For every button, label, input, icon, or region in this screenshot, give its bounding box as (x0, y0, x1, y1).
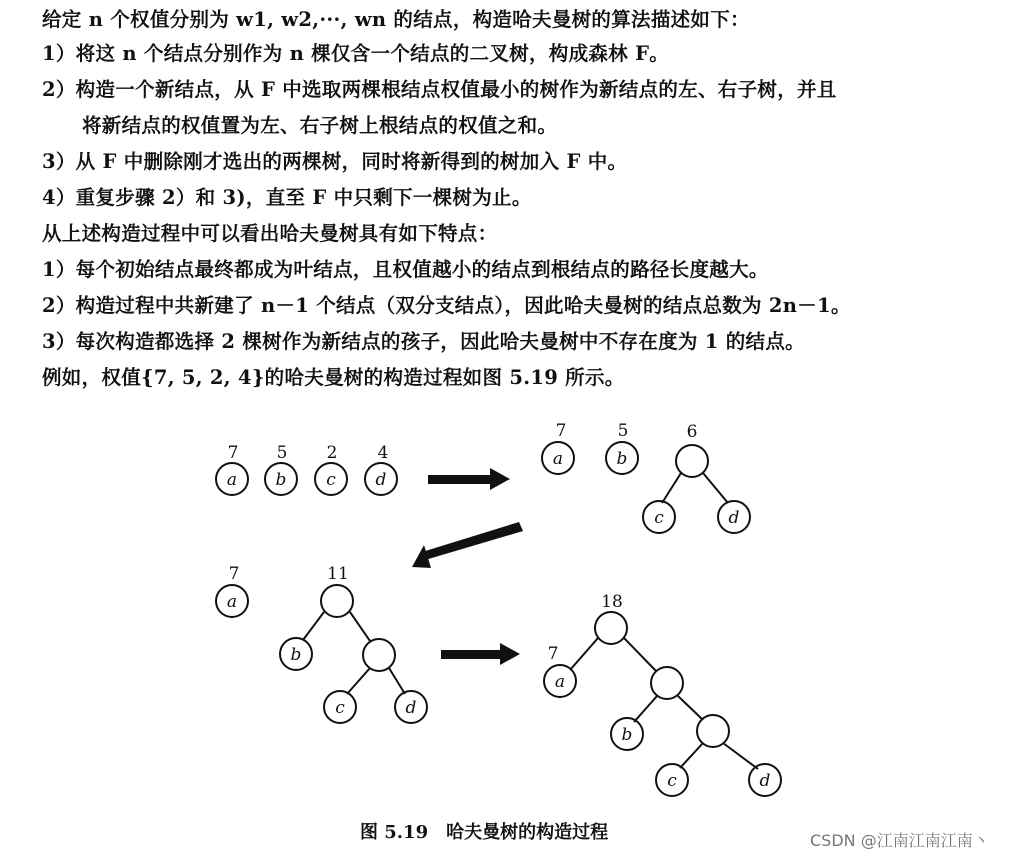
label-c: c (667, 771, 677, 791)
weight-a: 7 (228, 564, 240, 584)
step-2-line-2: 将新结点的权值置为左、右子树上根结点的权值之和。 (82, 114, 558, 137)
figure-caption: 图 5.19 哈夫曼树的构造过程 (360, 822, 609, 843)
edge (723, 743, 758, 769)
node-6 (363, 639, 395, 671)
step-3: 3）从 F 中删除刚才选出的两棵树，同时将新得到的树加入 F 中。 (42, 150, 628, 173)
node-11 (321, 585, 353, 617)
node-6 (697, 715, 729, 747)
stage-4 (544, 612, 781, 796)
feature-3: 3）每次构造都选择 2 棵树作为新结点的孩子，因此哈夫曼树中不存在度为 1 的结点。 (42, 330, 805, 353)
edge (678, 696, 703, 720)
edge (662, 473, 681, 503)
step-4: 4）重复步骤 2）和 3)，直至 F 中只剩下一棵树为止。 (42, 186, 532, 209)
edge (624, 638, 656, 671)
weight-root: 18 (601, 592, 623, 612)
features-intro: 从上述构造过程中可以看出哈夫曼树具有如下特点： (42, 222, 498, 245)
weight-b: 5 (617, 421, 629, 441)
arrow-right-icon (441, 643, 520, 665)
node-6 (676, 445, 708, 477)
intro-line: 给定 n 个权值分别为 w1, w2,···, wn 的结点，构造哈夫曼树的算法描述如下： (42, 8, 750, 31)
label-a: a (552, 449, 564, 469)
edge (389, 668, 405, 694)
weight-a: 7 (227, 443, 239, 463)
weight-b: 5 (276, 443, 288, 463)
label-d: d (759, 771, 771, 791)
arrow-right-icon (428, 468, 510, 490)
label-c: c (335, 698, 345, 718)
edge (350, 612, 370, 641)
label-b: b (621, 725, 633, 745)
step-1: 1）将这 n 个结点分别作为 n 棵仅含一个结点的二叉树，构成森林 F。 (42, 42, 670, 65)
watermark: CSDN @江南江南江南丶 (810, 831, 989, 850)
label-b: b (290, 645, 302, 665)
node-18 (595, 612, 627, 644)
label-a: a (554, 672, 566, 692)
weight-root: 11 (327, 564, 349, 584)
node-11 (651, 667, 683, 699)
label-b: b (275, 470, 287, 490)
label-b: b (616, 449, 628, 469)
arrow-down-left-icon (412, 522, 523, 568)
weight-c: 2 (326, 443, 338, 463)
feature-1: 1）每个初始结点最终都成为叶结点，且权值越小的结点到根结点的路径长度越大。 (42, 258, 769, 281)
stage-3 (216, 585, 427, 723)
label-d: d (405, 698, 417, 718)
label-a: a (226, 592, 238, 612)
label-d: d (375, 470, 387, 490)
stage-1 (216, 463, 397, 495)
edge (634, 696, 657, 722)
weight-d: 4 (377, 443, 389, 463)
edge (703, 473, 728, 503)
weight-a: 7 (555, 421, 567, 441)
edge (347, 668, 370, 694)
label-a: a (226, 470, 238, 490)
label-c: c (326, 470, 336, 490)
edge (303, 612, 324, 640)
label-c: c (654, 508, 664, 528)
weight-a: 7 (547, 644, 559, 664)
stage-2 (542, 442, 750, 533)
feature-2: 2）构造过程中共新建了 n－1 个结点（双分支结点），因此哈夫曼树的结点总数为 2n－1。 (42, 294, 851, 317)
weight-root: 6 (686, 422, 698, 442)
step-2-line-1: 2）构造一个新结点，从 F 中选取两棵根结点权值最小的树作为新结点的左、右子树，并且 (42, 78, 837, 101)
example-line: 例如，权值{7, 5, 2, 4}的哈夫曼树的构造过程如图 5.19 所示。 (42, 366, 625, 389)
edge (680, 743, 703, 768)
edge (570, 638, 598, 670)
label-d: d (728, 508, 740, 528)
